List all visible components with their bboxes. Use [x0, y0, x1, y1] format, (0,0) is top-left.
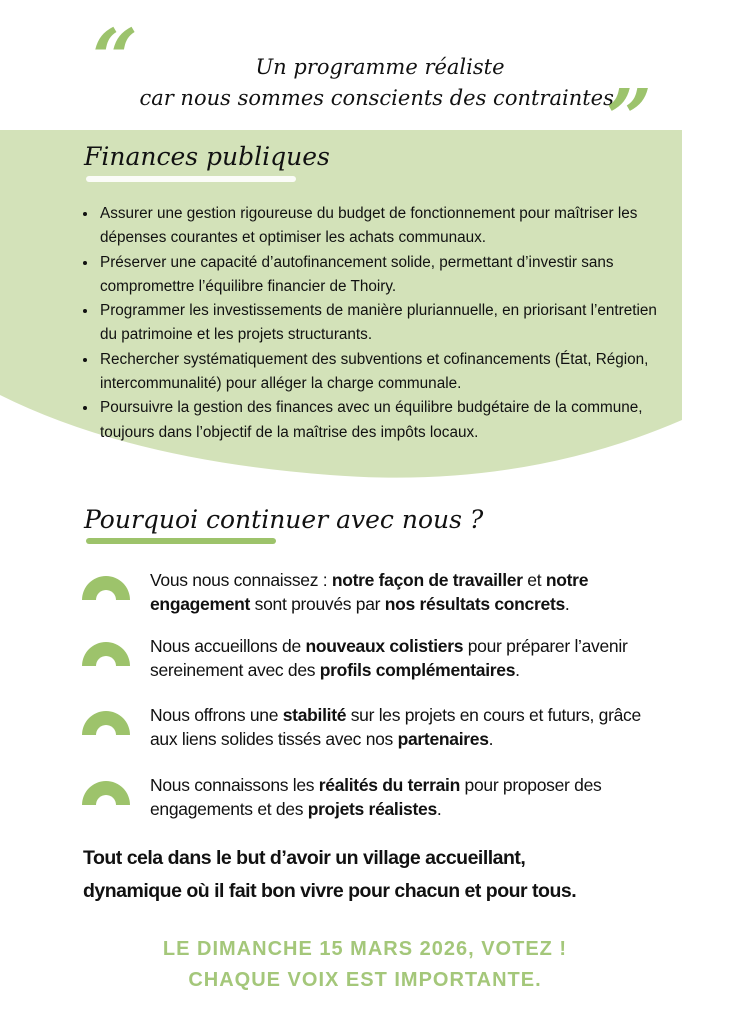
finances-item: • Rechercher systématiquement des subventions et cofinancements (État, Région, intercommunalité) pour alléger la charge communale.: [98, 348, 678, 397]
conclusion-line1: Tout cela dans le but d’avoir un village accueillant,: [83, 847, 526, 869]
title-underline: [86, 176, 296, 182]
text-segment: Vous nous connaissez :: [150, 570, 332, 590]
finances-title: Finances publiques: [84, 142, 330, 171]
why-item-text: [150, 773, 652, 821]
emphasis-text: partenaires: [397, 729, 489, 749]
text-segment: pour proposer des engagements et des: [150, 775, 602, 819]
why-title: Pourquoi continuer avec nous ?: [84, 505, 484, 534]
emphasis-text: réalités du terrain: [318, 775, 460, 795]
emphasis-text: nos résultats concrets: [384, 594, 565, 614]
finances-list: [78, 202, 678, 445]
text-segment: .: [436, 799, 442, 819]
text-segment: .: [515, 660, 520, 680]
call-to-vote: [0, 934, 730, 996]
finances-item: • Assurer une gestion rigoureuse du budget de fonctionnement pour maîtriser les dépenses courantes et optimiser les achats communaux.: [98, 202, 678, 251]
conclusion: [83, 842, 683, 908]
emphasis-text: notre engagement: [150, 570, 589, 614]
why-item: [82, 777, 652, 833]
text-segment: et: [522, 570, 546, 590]
emphasis-text: nouveaux colistiers: [305, 636, 464, 656]
tagline: [100, 52, 660, 114]
text-segment: Nous connaissons les: [150, 775, 319, 795]
emphasis-text: stabilité: [282, 705, 347, 725]
finances-item: • Programmer les investissements de manière pluriannuelle, en priorisant l’entretien du patrimoine et les projets structurants.: [98, 299, 678, 348]
why-item-text: [150, 703, 652, 751]
tagline-line1: Un programme réaliste: [255, 55, 505, 79]
cta-line1: LE DIMANCHE 15 MARS 2026, VOTEZ !: [162, 938, 568, 960]
emphasis-text: projets réalistes: [307, 799, 437, 819]
text-segment: pour préparer l’avenir sereinement avec des: [150, 636, 628, 680]
text-segment: Nous accueillons de: [150, 636, 306, 656]
finances-item: • Poursuivre la gestion des finances avec un équilibre budgétaire de la commune, toujours dans l’objectif de la maîtrise des impôts locaux.: [98, 396, 678, 445]
arc-bullet-icon: [82, 576, 130, 600]
tagline-line2: car nous sommes conscients des contraintes.: [139, 86, 621, 110]
cta-line2: CHAQUE VOIX EST IMPORTANTE.: [188, 969, 542, 991]
why-item: [82, 638, 652, 694]
emphasis-text: profils complémentaires: [319, 660, 516, 680]
arc-bullet-icon: [82, 711, 130, 735]
arc-bullet-icon: [82, 642, 130, 666]
emphasis-text: notre façon de travailler: [331, 570, 523, 590]
finances-item: • Préserver une capacité d’autofinancement solide, permettant d’investir sans compromettre l’équilibre financier de Thoiry.: [98, 251, 678, 300]
why-item: [82, 572, 652, 628]
text-segment: sur les projets en cours et futurs, grâce aux liens solides tissés avec nos: [150, 705, 641, 749]
arc-bullet-icon: [82, 781, 130, 805]
open-quote-icon: “: [92, 11, 139, 105]
why-item-text: [150, 568, 652, 616]
text-segment: sont prouvés par: [250, 594, 385, 614]
text-segment: .: [488, 729, 494, 749]
conclusion-line2: dynamique où il fait bon vivre pour chacun et pour tous.: [83, 880, 577, 902]
close-quote-icon: ”: [606, 71, 653, 165]
why-item: [82, 707, 652, 763]
title-underline: [86, 538, 276, 544]
text-segment: .: [564, 594, 570, 614]
text-segment: Nous offrons une: [150, 705, 283, 725]
why-item-text: [150, 634, 652, 682]
